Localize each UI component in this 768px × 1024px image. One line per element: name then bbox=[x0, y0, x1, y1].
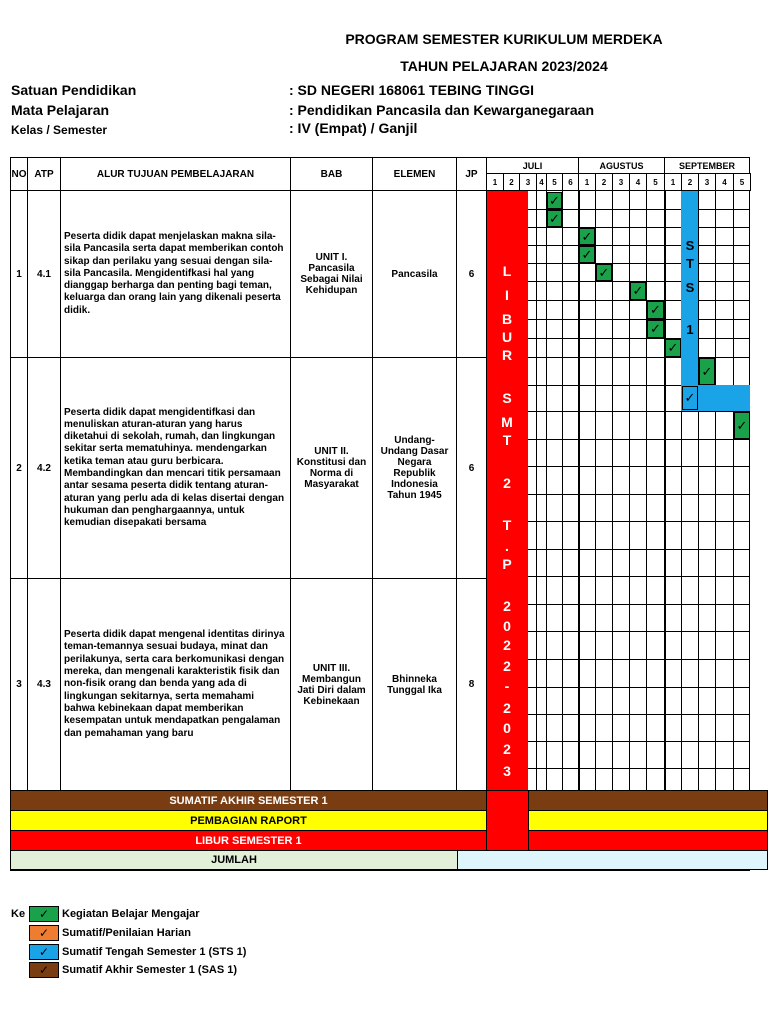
legend-harian-label: Sumatif/Penilaian Harian bbox=[62, 927, 191, 939]
sts-letter: 1 bbox=[686, 322, 694, 337]
week-header-cell: 3 bbox=[519, 173, 537, 191]
legend-kbm-label: Kegiatan Belajar Mengajar bbox=[62, 908, 200, 920]
kbm-check-mark: ✓ bbox=[547, 210, 562, 227]
libur-letter: T bbox=[502, 517, 512, 533]
week-header-cell: 1 bbox=[486, 173, 504, 191]
legend-sts-swatch: ✓ bbox=[29, 944, 59, 960]
week-header-cell: 2 bbox=[681, 173, 699, 191]
row2-bab: UNIT II. Konstitusi dan Norma di Masyarakat bbox=[290, 357, 373, 579]
col-header-elemen: ELEMEN bbox=[372, 157, 457, 191]
col-header-bab: BAB bbox=[290, 157, 373, 191]
week-header-cell: 2 bbox=[503, 173, 520, 191]
sts-column bbox=[681, 191, 698, 411]
row3-atp: 4.3 bbox=[27, 578, 61, 791]
libur-letter: 0 bbox=[503, 720, 511, 736]
sts-letter: T bbox=[686, 256, 694, 271]
field-label-mapel: Mata Pelajaran bbox=[11, 102, 110, 118]
field-label-satuan: Satuan Pendidikan bbox=[11, 82, 137, 98]
row2-no: 2 bbox=[10, 357, 28, 579]
row3-jp: 8 bbox=[456, 578, 487, 791]
sts-extension bbox=[698, 385, 750, 411]
libur-letter: P bbox=[502, 556, 512, 572]
legend-title: Ke bbox=[11, 908, 26, 920]
col-header-no: NO bbox=[10, 157, 28, 191]
kbm-check-mark: ✓ bbox=[647, 320, 664, 338]
libur-letter: R bbox=[501, 347, 513, 363]
field-label-kelas: Kelas / Semester bbox=[11, 123, 108, 137]
libur-letter: L bbox=[502, 263, 512, 279]
libur-letter: 2 bbox=[503, 741, 511, 757]
week-header-cell: 5 bbox=[646, 173, 665, 191]
kbm-check-mark: ✓ bbox=[734, 412, 750, 439]
field-value-mapel: : Pendidikan Pancasila dan Kewarganegaraan bbox=[289, 102, 594, 118]
libur-letter: B bbox=[501, 311, 513, 327]
week-header-cell: 4 bbox=[536, 173, 547, 191]
row3-bab: UNIT III. Membangun Jati Diri dalam Kebinekaan bbox=[290, 578, 373, 791]
libur-letter: 2 bbox=[503, 637, 511, 653]
month-header-juli: JULI bbox=[486, 157, 579, 174]
kbm-check-mark: ✓ bbox=[547, 192, 562, 209]
legend-sts-label: Sumatif Tengah Semester 1 (STS 1) bbox=[62, 946, 247, 958]
libur-letter: 2 bbox=[503, 700, 511, 716]
week-header-cell: 5 bbox=[733, 173, 751, 191]
libur-semester-bar: LIBUR SEMESTER 1 bbox=[10, 830, 487, 851]
sts-letter: S bbox=[685, 238, 695, 253]
row1-atp: 4.1 bbox=[27, 190, 61, 358]
pembagian-raport-bar: PEMBAGIAN RAPORT bbox=[10, 810, 487, 831]
kbm-check-mark: ✓ bbox=[647, 301, 664, 319]
field-value-satuan: : SD NEGERI 168061 TEBING TINGGI bbox=[289, 82, 535, 98]
page-subtitle: TAHUN PELAJARAN 2023/2024 bbox=[400, 58, 608, 74]
libur-semester-fill bbox=[528, 830, 768, 851]
month-header-september: SEPTEMBER bbox=[664, 157, 750, 174]
row1-bab: UNIT I. Pancasila Sebagai Nilai Kehidupan bbox=[290, 190, 373, 358]
legend-sas-label: Sumatif Akhir Semester 1 (SAS 1) bbox=[62, 964, 238, 976]
week-header-cell: 6 bbox=[562, 173, 579, 191]
week-header-cell: 4 bbox=[715, 173, 734, 191]
row2-atp: 4.2 bbox=[27, 357, 61, 579]
week-header-cell: 4 bbox=[629, 173, 647, 191]
libur-letter: . bbox=[505, 538, 509, 554]
legend-sas-swatch: ✓ bbox=[29, 962, 59, 978]
week-header-cell: 3 bbox=[698, 173, 716, 191]
kbm-check-mark: ✓ bbox=[630, 282, 646, 300]
jumlah-bar: JUMLAH bbox=[10, 850, 458, 870]
week-header-cell: 3 bbox=[612, 173, 630, 191]
libur-letter: 2 bbox=[503, 475, 511, 491]
sumatif-akhir-fill bbox=[528, 790, 768, 811]
kbm-check-mark: ✓ bbox=[699, 358, 715, 385]
libur-letter: 2 bbox=[503, 658, 511, 674]
kbm-check-mark: ✓ bbox=[579, 246, 595, 263]
libur-letter: M bbox=[501, 414, 513, 430]
row1-jp: 6 bbox=[456, 190, 487, 358]
libur-letter: T bbox=[502, 432, 512, 448]
libur-letter: U bbox=[501, 329, 513, 345]
legend-harian-swatch: ✓ bbox=[29, 925, 59, 941]
jumlah-fill bbox=[457, 850, 768, 870]
week-header-cell: 1 bbox=[578, 173, 596, 191]
pembagian-raport-fill bbox=[528, 810, 768, 831]
row3-no: 3 bbox=[10, 578, 28, 791]
kbm-check-mark: ✓ bbox=[579, 228, 595, 245]
col-header-jp: JP bbox=[456, 157, 487, 191]
libur-letter: 3 bbox=[503, 763, 511, 779]
libur-letter: S bbox=[502, 390, 512, 406]
libur-letter: 0 bbox=[503, 618, 511, 634]
row3-alur: Peserta didik dapat mengenal identitas dirinya teman-temannya sesuai budaya, minat dan perilakunya, serta cara berkomunikasi dengan mereka, dan mengenali karakteristik fisik dan non-fisik orang dan benda yang ada di lingkungan sekitarnya, serta memahami bahwa kebinekaan dapat memberikan kesempatan untuk mendapatkan pengalaman dan pemahaman yang baru bbox=[60, 578, 291, 791]
week-header-cell: 1 bbox=[664, 173, 682, 191]
row1-alur: Peserta didik dapat menjelaskan makna sila-sila Pancasila serta dapat memberikan contoh sikap dan perilaku yang sesuai dengan sila-sila Pancasila. Mengidentifkasi hal yang dianggap berharga dan penting bagi teman, keluarga dan orang lain yang dikenali peserta didik. bbox=[60, 190, 291, 358]
row1-no: 1 bbox=[10, 190, 28, 358]
libur-letter: I bbox=[505, 287, 509, 303]
sts-check-mark: ✓ bbox=[682, 386, 698, 410]
row2-jp: 6 bbox=[456, 357, 487, 579]
libur-letter: 2 bbox=[503, 598, 511, 614]
row2-alur: Peserta didik dapat mengidentifkasi dan menuliskan aturan-aturan yang harus diketahui di sekolah, rumah, dan lingkungan sekitar serta mematuhinya. mendengarkan ketika teman atau guru berbicara. Membandingkan dan mencari titik persamaan antar sesama peserta didik tentang aturan-aturan yang perlu ada di kelas disertai dengan hukuman dan penghargaannya, untuk kemudian disepakati bersama bbox=[60, 357, 291, 579]
table-bottom-rule bbox=[10, 869, 750, 871]
col-header-atp: ATP bbox=[27, 157, 61, 191]
sumatif-akhir-bar: SUMATIF AKHIR SEMESTER 1 bbox=[10, 790, 487, 811]
row2-elemen: Undang-Undang Dasar Negara Republik Indonesia Tahun 1945 bbox=[372, 357, 457, 579]
week-header-cell: 5 bbox=[546, 173, 563, 191]
row3-elemen: Bhinneka Tunggal Ika bbox=[372, 578, 457, 791]
kbm-check-mark: ✓ bbox=[665, 339, 681, 357]
libur-column-footer bbox=[486, 790, 529, 851]
month-header-agustus: AGUSTUS bbox=[578, 157, 665, 174]
field-value-kelas: : IV (Empat) / Ganjil bbox=[289, 120, 418, 136]
libur-letter: - bbox=[504, 678, 510, 694]
legend-kbm-swatch: ✓ bbox=[29, 906, 59, 922]
sts-letter: S bbox=[685, 280, 695, 295]
row1-elemen: Pancasila bbox=[372, 190, 457, 358]
kbm-check-mark: ✓ bbox=[596, 264, 612, 281]
week-header-cell: 2 bbox=[595, 173, 613, 191]
col-header-alur: ALUR TUJUAN PEMBELAJARAN bbox=[60, 157, 291, 191]
page-title: PROGRAM SEMESTER KURIKULUM MERDEKA bbox=[345, 31, 663, 47]
